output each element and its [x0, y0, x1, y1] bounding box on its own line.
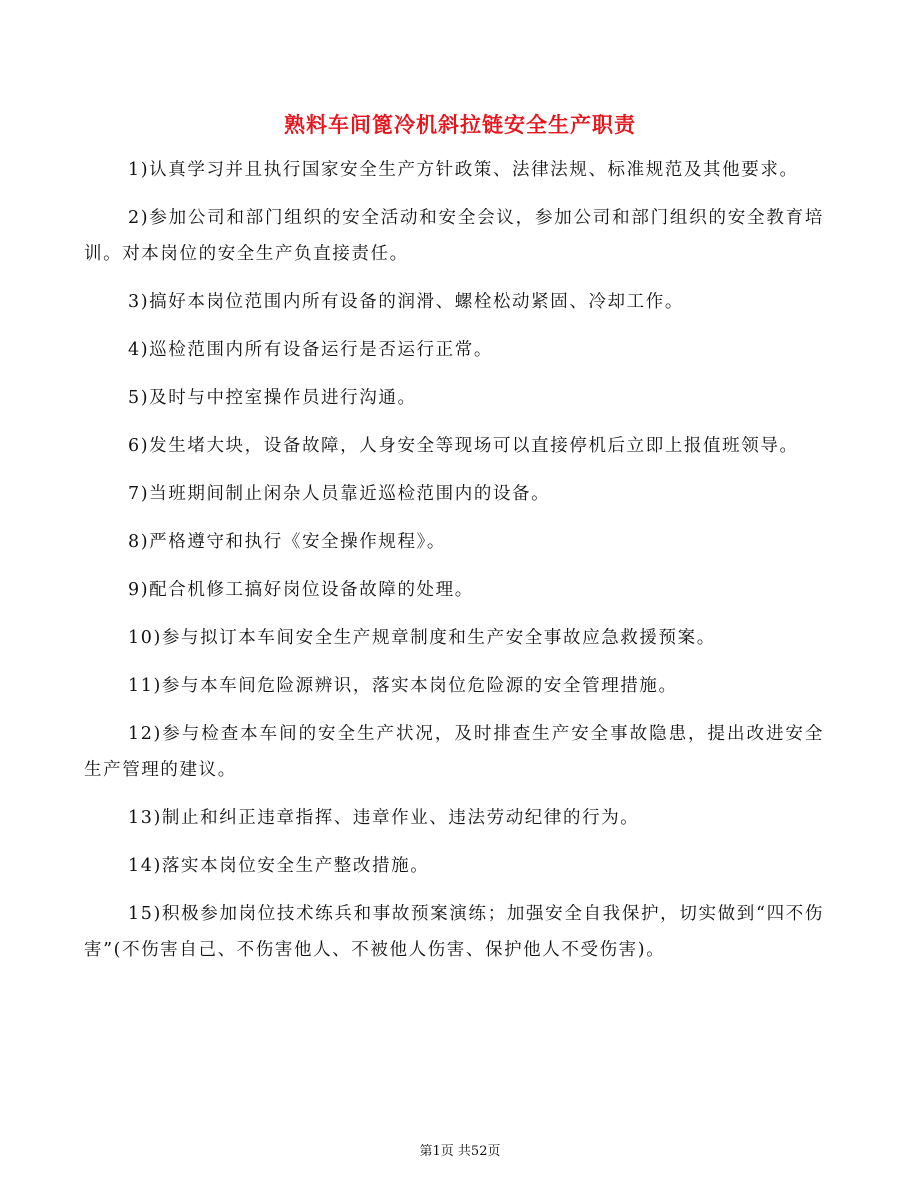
duty-paragraph-1: 1)认真学习并且执行国家安全生产方针政策、法律法规、标准规范及其他要求。 [128, 160, 799, 180]
duty-paragraph-2: 2)参加公司和部门组织的安全活动和安全会议，参加公司和部门组织的安全教育培训。对本岗位的安全生产负直接责任。 [84, 208, 824, 264]
document-title: 熟料车间篦冷机斜拉链安全生产职责 [284, 112, 636, 137]
duty-paragraph-8: 8)严格遵守和执行《安全操作规程》。 [128, 532, 447, 552]
duty-paragraph-5: 5)及时与中控室操作员进行沟通。 [128, 388, 417, 408]
duty-paragraph-15: 15)积极参加岗位技术练兵和事故预案演练；加强安全自我保护，切实做到“四不伤害”(不伤害自己、不伤害他人、不被他人伤害、保护他人不受伤害)。 [84, 904, 824, 960]
document-body [84, 152, 824, 980]
duty-paragraph-6: 6)发生堵大块，设备故障，人身安全等现场可以直接停机后立即上报值班领导。 [128, 436, 799, 456]
duty-paragraph-3: 3)搞好本岗位范围内所有设备的润滑、螺栓松动紧固、冷却工作。 [128, 292, 684, 312]
duty-paragraph-12: 12)参与检查本车间的安全生产状况，及时排查生产安全事故隐患，提出改进安全生产管理的建议。 [84, 724, 824, 780]
duty-paragraph-10: 10)参与拟订本车间安全生产规章制度和生产安全事故应急救援预案。 [128, 628, 716, 648]
duty-paragraph-13: 13)制止和纠正违章指挥、违章作业、违法劳动纪律的行为。 [128, 808, 640, 828]
duty-paragraph-4: 4)巡检范围内所有设备运行是否运行正常。 [128, 340, 493, 360]
duty-paragraph-9: 9)配合机修工搞好岗位设备故障的处理。 [128, 580, 474, 600]
duty-paragraph-14: 14)落实本岗位安全生产整改措施。 [128, 856, 430, 876]
duty-paragraph-11: 11)参与本车间危险源辨识，落实本岗位危险源的安全管理措施。 [128, 676, 678, 696]
page-number-footer: 第1页 共52页 [419, 1144, 501, 1159]
duty-paragraph-7: 7)当班期间制止闲杂人员靠近巡检范围内的设备。 [128, 484, 551, 504]
